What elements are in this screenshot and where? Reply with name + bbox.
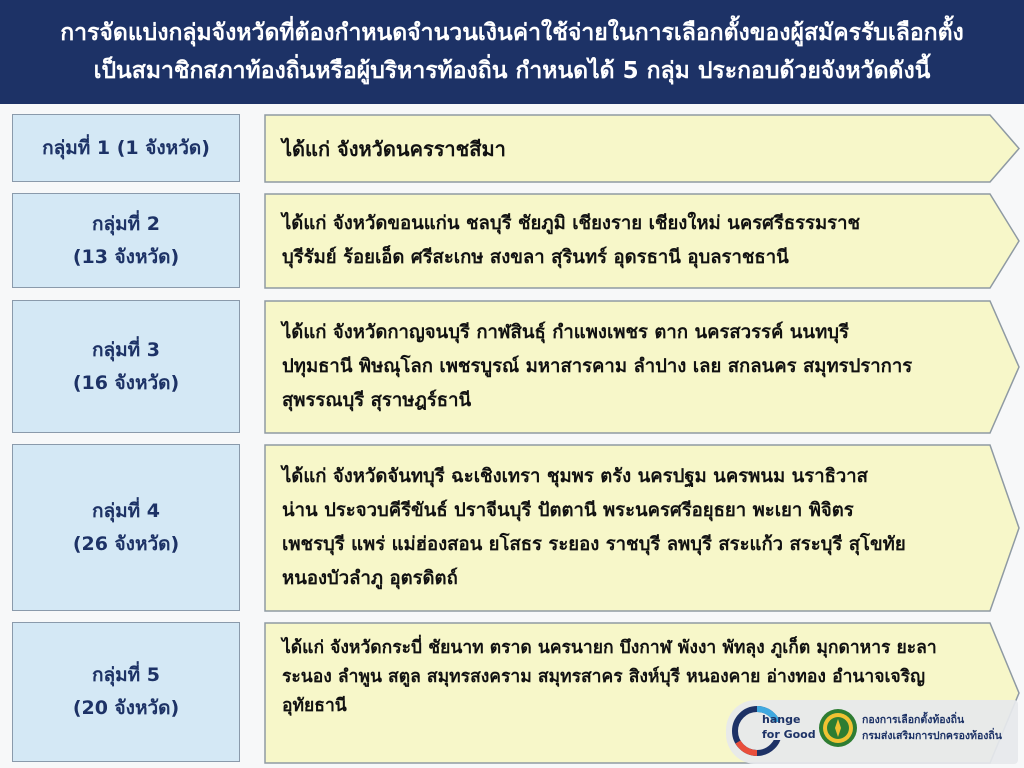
group-5-label-line-2: (20 จังหวัด) — [72, 697, 180, 719]
change-for-good-line-2: for Good — [762, 728, 816, 741]
group-4-label-line-1: กลุ่มที่ 4 — [91, 499, 161, 522]
group-4-label-box — [12, 444, 240, 611]
group-4-provinces-line-1: ได้แก่ จังหวัดจันทบุรี ฉะเชิงเทรา ชุมพร ตรัง นครปฐม นครพนม นราธิวาส — [282, 466, 868, 487]
department-line-1: กองการเลือกตั้งท้องถิ่น — [862, 714, 965, 726]
group-2-provinces-line-2: บุรีรัมย์ ร้อยเอ็ด ศรีสะเกษ สงขลา สุรินทร์ อุดรธานี อุบลราชธานี — [282, 247, 789, 268]
header-title-line-1: การจัดแบ่งกลุ่มจังหวัดที่ต้องกำหนดจำนวนเงินค่าใช้จ่ายในการเลือกตั้งของผู้สมัครรับเลือกตั้ง — [60, 20, 964, 46]
group-1-label-line-1: กลุ่มที่ 1 (1 จังหวัด) — [42, 136, 210, 159]
group-5-label-line-1: กลุ่มที่ 5 — [91, 664, 161, 686]
group-2-label-line-1: กลุ่มที่ 2 — [91, 212, 161, 235]
page-header — [0, 0, 1024, 104]
group-4-provinces-line-3: เพชรบุรี แพร่ แม่ฮ่องสอน ยโสธร ระยอง ราชบุรี ลพบุรี สระแก้ว สระบุรี สุโขทัย — [282, 534, 906, 555]
group-3-provinces-line-1: ได้แก่ จังหวัดกาญจนบุรี กาฬสินธุ์ กำแพงเพชร ตาก นครสวรรค์ นนทบุรี — [282, 322, 849, 343]
group-3-label-line-1: กลุ่มที่ 3 — [91, 338, 161, 361]
group-3-label-line-2: (16 จังหวัด) — [72, 371, 180, 394]
group-3-label-box — [12, 300, 240, 433]
department-seal-logo — [818, 708, 858, 748]
group-4-provinces-line-4: หนองบัวลำภู อุตรดิตถ์ — [282, 568, 458, 589]
department-name — [862, 712, 1002, 744]
group-1-provinces-line-1: ได้แก่ จังหวัดนครราชสีมา — [282, 136, 506, 161]
group-2-provinces-arrow — [264, 193, 1021, 289]
group-2-label-box — [12, 193, 240, 288]
header-title-line-2: เป็นสมาชิกสภาท้องถิ่นหรือผู้บริหารท้องถิ่น กำหนดได้ 5 กลุ่ม ประกอบด้วยจังหวัดดังนี้ — [93, 58, 931, 84]
footer-logos — [726, 700, 1018, 764]
change-for-good-line-1: hange — [762, 713, 801, 726]
group-3-provinces-line-2: ปทุมธานี พิษณุโลก เพชรบูรณ์ มหาสารคาม ลำปาง เลย สกลนคร สมุทรปราการ — [282, 356, 913, 377]
group-1-provinces-arrow — [264, 114, 1021, 183]
group-2-label-line-2: (13 จังหวัด) — [72, 245, 180, 268]
group-4-provinces-line-2: น่าน ประจวบคีรีขันธ์ ปราจีนบุรี ปัตตานี พระนครศรีอยุธยา พะเยา พิจิตร — [282, 500, 854, 521]
group-3-provinces-line-3: สุพรรณบุรี สุราษฎร์ธานี — [282, 390, 472, 411]
group-4-label-line-2: (26 จังหวัด) — [72, 532, 180, 555]
group-1-label-box — [12, 114, 240, 182]
group-5-provinces-line-3: อุทัยธานี — [282, 696, 347, 716]
group-5-provinces-line-2: ระนอง ลำพูน สตูล สมุทรสงคราม สมุทรสาคร สิงห์บุรี หนองคาย อ่างทอง อำนาจเจริญ — [282, 667, 925, 687]
group-5-label-box — [12, 622, 240, 762]
group-3-provinces-arrow — [264, 300, 1021, 434]
department-line-2: กรมส่งเสริมการปกครองท้องถิ่น — [862, 730, 1002, 742]
group-4-provinces-arrow — [264, 444, 1021, 612]
group-2-provinces-line-1: ได้แก่ จังหวัดขอนแก่น ชลบุรี ชัยภูมิ เชียงราย เชียงใหม่ นครศรีธรรมราช — [282, 213, 861, 234]
group-5-provinces-line-1: ได้แก่ จังหวัดกระบี่ ชัยนาท ตราด นครนายก บึงกาฬ พังงา พัทลุง ภูเก็ต มุกดาหาร ยะลา — [282, 638, 937, 658]
change-for-good-text — [762, 712, 816, 742]
